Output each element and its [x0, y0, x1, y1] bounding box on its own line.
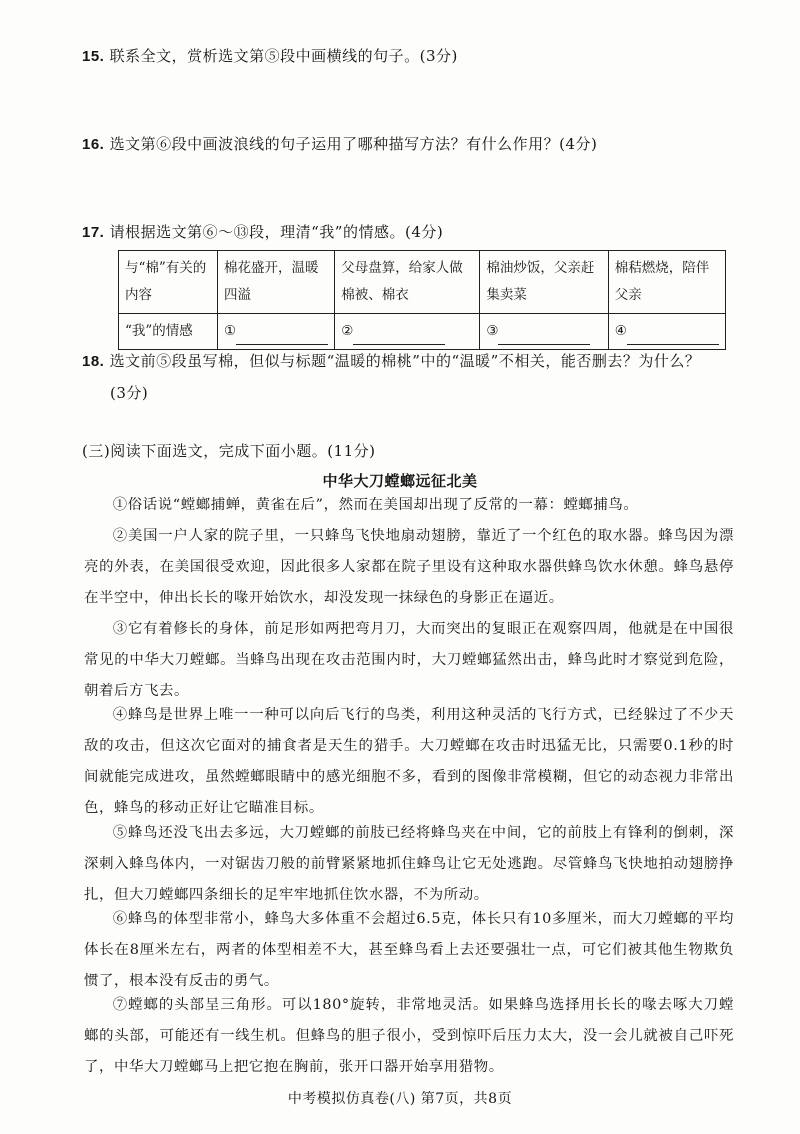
- table-header-cell: 与“棉”有关的内容: [119, 251, 218, 314]
- paragraph-5: ⑤蜂鸟还没飞出去多远，大刀螳螂的前肢已经将蜂鸟夹在中间，它的前肢上有锋利的倒刺，深深刺入蜂鸟体内，一对锯齿刀般的前臂紧紧地抓住蜂鸟让它无处逃跑。尽管蜂鸟飞快地拍动翅膀挣扎，但大刀螳螂四条细长的足牢牢地抓住饮水器，不为所动。: [84, 825, 734, 903]
- question-text: 联系全文，赏析选文第⑤段中画横线的句子。(3分): [109, 47, 458, 65]
- table-cell: 父母盘算，给家人做棉被、棉衣: [335, 251, 480, 314]
- paragraph-3: ③它有着修长的身体，前足形如两把弯月刀，大而突出的复眼正在观察四周，他就是在中国很常见的中华大刀螳螂。当蜂鸟出现在攻击范围内时，大刀螳螂猛然出击，蜂鸟此时才察觉到危险，朝着后方飞去。: [84, 621, 734, 699]
- answer-cell[interactable]: [608, 314, 725, 350]
- table-row: [119, 314, 726, 350]
- question-16: [82, 133, 597, 154]
- question-17: [82, 221, 443, 242]
- question-text: 请根据选文第⑥～⑬段，理清“我”的情感。(4分): [109, 223, 444, 241]
- question-text: 选文前⑤段虽写棉，但似与标题“温暖的棉桃”中的“温暖”不相关，能否删去？为什么？: [109, 352, 701, 370]
- answer-cell[interactable]: [335, 314, 480, 350]
- table-row: [119, 251, 726, 314]
- blank-marker: ④: [614, 323, 627, 339]
- paragraph-2: ②美国一户人家的院子里，一只蜂鸟飞快地扇动翅膀，靠近了一个红色的取水器。蜂鸟因为漂亮的外表，在美国很受欢迎，因此很多人家都在院子里设有这种取水器供蜂鸟饮水休憩。蜂鸟悬停在半空中，伸出长长的喙开始饮水，却没发现一抹绿色的身影正在逼近。: [84, 528, 734, 606]
- question-number: 18.: [82, 353, 105, 370]
- page-footer: 中考模拟仿真卷(八) 第7页，共8页: [287, 1091, 513, 1107]
- section-heading: (三)阅读下面选文，完成下面小题。(11分): [82, 442, 376, 460]
- blank-marker: ③: [486, 323, 499, 339]
- question-15: [82, 45, 458, 66]
- answer-cell[interactable]: [218, 314, 335, 350]
- question-number: 15.: [82, 48, 105, 65]
- question-number: 17.: [82, 224, 105, 241]
- answer-blank[interactable]: [627, 328, 719, 345]
- question-number: 16.: [82, 136, 105, 153]
- table-cell: 棉花盛开，温暖四溢: [218, 251, 335, 314]
- blank-marker: ①: [224, 323, 237, 339]
- table-cell: 棉油炒饭，父亲赶集卖菜: [480, 251, 608, 314]
- question-18: [82, 350, 700, 371]
- answer-blank[interactable]: [236, 328, 328, 345]
- question-18-score: (3分): [110, 384, 149, 402]
- question-text: 选文第⑥段中画波浪线的句子运用了哪种描写方法？有什么作用？(4分): [109, 135, 598, 153]
- answer-blank[interactable]: [353, 328, 445, 345]
- answer-cell[interactable]: [480, 314, 608, 350]
- answer-blank[interactable]: [498, 328, 590, 345]
- table-header-cell: “我”的情感: [119, 314, 218, 350]
- table-cell: 棉秸燃烧，陪伴父亲: [608, 251, 725, 314]
- emotion-table: [118, 250, 726, 350]
- paragraph-7: ⑦螳螂的头部呈三角形。可以180°旋转，非常地灵活。如果蜂鸟选择用长长的喙去啄大刀螳螂的头部，可能还有一线生机。但蜂鸟的胆子很小，受到惊吓后压力太大，没一会儿就被自己吓死了，中华大刀螳螂马上把它抱在胸前，张开口器开始享用猎物。: [84, 997, 734, 1075]
- blank-marker: ②: [341, 323, 354, 339]
- article-title: 中华大刀螳螂远征北美: [322, 472, 478, 490]
- paragraph-4: ④蜂鸟是世界上唯一一种可以向后飞行的鸟类，利用这种灵活的飞行方式，已经躲过了不少天敌的攻击，但这次它面对的捕食者是天生的猎手。大刀螳螂在攻击时迅猛无比，只需要0.1秒的时间就能完成进攻，虽然螳螂眼睛中的感光细胞不多，看到的图像非常模糊，但它的动态视力非常出色，蜂鸟的移动正好让它瞄准目标。: [84, 707, 734, 816]
- paragraph-1: ①俗话说“螳螂捕蝉，黄雀在后”，然而在美国却出现了反常的一幕：螳螂捕鸟。: [112, 497, 639, 513]
- paragraph-6: ⑥蜂鸟的体型非常小，蜂鸟大多体重不会超过6.5克，体长只有10多厘米，而大刀螳螂的平均体长在8厘米左右，两者的体型相差不大，甚至蜂鸟看上去还要强壮一点，可它们被其他生物欺负惯了，根本没有反击的勇气。: [84, 911, 734, 989]
